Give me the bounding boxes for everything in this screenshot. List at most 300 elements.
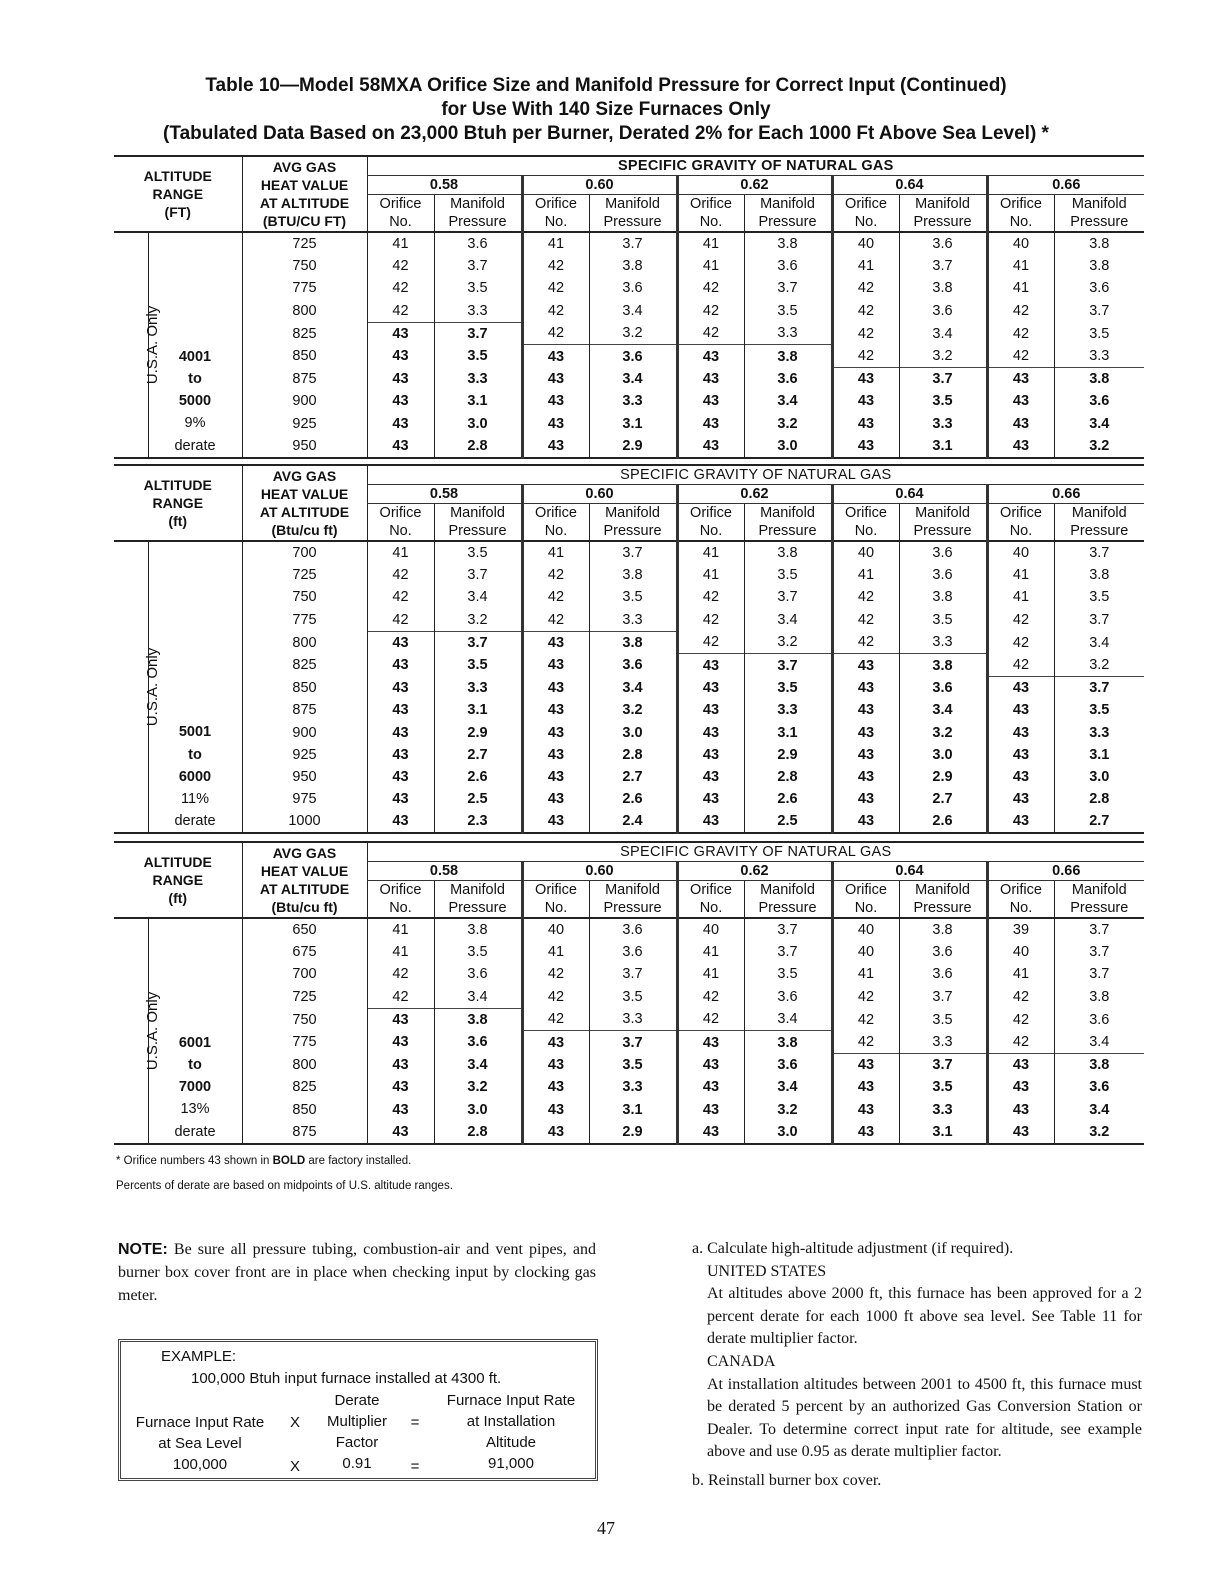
- orifice-cell: 42: [367, 564, 434, 586]
- pressure-cell: 3.7: [1054, 963, 1144, 985]
- pressure-cell: 3.1: [899, 435, 987, 458]
- orifice-cell: 42: [987, 322, 1054, 345]
- heat-value-cell: 800: [242, 300, 367, 323]
- pressure-cell: 3.1: [434, 699, 522, 721]
- country-label: U.S.A. Only: [114, 541, 148, 833]
- orifice-cell: 42: [832, 609, 899, 632]
- orifice-cell: 42: [522, 1008, 589, 1031]
- orifice-cell: 42: [832, 322, 899, 345]
- pressure-cell: 3.4: [434, 586, 522, 608]
- orifice-cell: 42: [832, 631, 899, 654]
- heat-value-cell: 825: [242, 1076, 367, 1098]
- orifice-cell: 42: [987, 345, 1054, 368]
- heat-value-cell: 975: [242, 788, 367, 810]
- table-row: [114, 609, 1144, 632]
- pressure-cell: 2.5: [744, 810, 832, 833]
- orifice-cell: 43: [987, 1054, 1054, 1077]
- orifice-cell: 42: [367, 300, 434, 323]
- example-col2: Derate Multiplier Factor 0.91: [326, 1392, 387, 1472]
- pressure-cell: 3.5: [744, 564, 832, 586]
- heat-value-cell: 925: [242, 744, 367, 766]
- orifice-cell: 41: [832, 564, 899, 586]
- table-row: [114, 1031, 1144, 1054]
- pressure-cell: 3.4: [899, 322, 987, 345]
- orifice-cell: 40: [832, 918, 899, 941]
- example-title: EXAMPLE:: [161, 1348, 237, 1365]
- pressure-cell: 3.7: [434, 564, 522, 586]
- pressure-cell: 2.6: [589, 788, 677, 810]
- pressure-cell: 2.7: [899, 788, 987, 810]
- gravity-value: 0.58: [367, 176, 522, 195]
- gravity-value: 0.66: [987, 176, 1144, 195]
- table-row: [114, 1099, 1144, 1121]
- heat-value-cell: 775: [242, 277, 367, 299]
- pressure-cell: 3.7: [899, 1054, 987, 1077]
- pressure-cell: 3.7: [744, 941, 832, 963]
- pressure-cell: 3.2: [589, 699, 677, 721]
- heat-value-cell: 775: [242, 609, 367, 632]
- heat-value-cell: 875: [242, 699, 367, 721]
- pressure-cell: 2.9: [434, 722, 522, 744]
- orifice-cell: 43: [832, 1054, 899, 1077]
- pressure-cell: 3.3: [899, 1031, 987, 1054]
- pressure-cell: 3.5: [744, 963, 832, 985]
- altitude-range-header: ALTITUDE RANGE (ft): [114, 465, 242, 541]
- pressure-cell: 3.7: [589, 541, 677, 564]
- pressure-cell: 3.1: [589, 413, 677, 435]
- pressure-cell: 3.8: [899, 918, 987, 941]
- orifice-cell: 39: [987, 918, 1054, 941]
- heat-value-cell: 725: [242, 232, 367, 255]
- orifice-cell: 40: [522, 918, 589, 941]
- pressure-cell: 3.8: [744, 345, 832, 368]
- orifice-cell: 43: [832, 413, 899, 435]
- orifice-cell: 43: [677, 1076, 744, 1098]
- canada-heading: CANADA: [707, 1352, 776, 1370]
- pressure-cell: 3.2: [744, 413, 832, 435]
- table-row: [114, 277, 1144, 299]
- pressure-cell: 3.6: [744, 986, 832, 1009]
- orifice-cell: 42: [522, 564, 589, 586]
- orifice-no-header: Orifice No.: [832, 195, 899, 233]
- orifice-cell: 43: [832, 654, 899, 677]
- table-row: [114, 1008, 1144, 1031]
- orifice-cell: 43: [677, 654, 744, 677]
- table-row: [114, 541, 1144, 564]
- specific-gravity-header: SPECIFIC GRAVITY OF NATURAL GAS: [367, 842, 1144, 862]
- orifice-cell: 43: [987, 1076, 1054, 1098]
- pressure-cell: 3.4: [434, 1054, 522, 1077]
- pressure-cell: 3.4: [744, 1076, 832, 1098]
- pressure-cell: 3.4: [1054, 631, 1144, 654]
- table-row: [114, 390, 1144, 412]
- orifice-cell: 43: [987, 722, 1054, 744]
- orifice-cell: 41: [987, 564, 1054, 586]
- step-b: b. Reinstall burner box cover.: [692, 1471, 882, 1489]
- orifice-cell: 42: [522, 300, 589, 323]
- orifice-cell: 42: [677, 277, 744, 299]
- orifice-cell: 42: [832, 1008, 899, 1031]
- pressure-cell: 3.5: [434, 541, 522, 564]
- pressure-cell: 3.0: [744, 1121, 832, 1144]
- orifice-cell: 43: [522, 390, 589, 412]
- pressure-cell: 3.5: [434, 654, 522, 677]
- pressure-cell: 3.2: [1054, 654, 1144, 677]
- orifice-cell: 43: [367, 390, 434, 412]
- pressure-cell: 3.8: [589, 631, 677, 654]
- pressure-cell: 3.4: [1054, 1099, 1144, 1121]
- pressure-cell: 3.3: [434, 300, 522, 323]
- pressure-cell: 3.5: [1054, 322, 1144, 345]
- gravity-value: 0.64: [832, 176, 987, 195]
- manifold-pressure-header: Manifold Pressure: [434, 195, 522, 233]
- heat-value-header: AVG GAS HEAT VALUE AT ALTITUDE (Btu/cu ft): [242, 842, 367, 918]
- orifice-cell: 43: [677, 788, 744, 810]
- orifice-no-header: Orifice No.: [367, 881, 434, 919]
- example-col1: Furnace Input Rate at Sea Level 100,000: [135, 1414, 265, 1473]
- orifice-cell: 43: [367, 1076, 434, 1098]
- orifice-cell: 41: [677, 564, 744, 586]
- orifice-cell: 40: [832, 541, 899, 564]
- orifice-cell: 42: [832, 345, 899, 368]
- pressure-cell: 3.3: [589, 609, 677, 632]
- pressure-cell: 3.3: [899, 631, 987, 654]
- pressure-cell: 2.9: [589, 1121, 677, 1144]
- manifold-pressure-header: Manifold Pressure: [744, 195, 832, 233]
- pressure-cell: 3.5: [589, 1054, 677, 1077]
- orifice-cell: 41: [832, 963, 899, 985]
- pressure-cell: 3.6: [744, 368, 832, 391]
- pressure-cell: 3.3: [1054, 722, 1144, 744]
- pressure-cell: 2.8: [744, 766, 832, 788]
- orifice-cell: 43: [987, 1121, 1054, 1144]
- table-row: [114, 744, 1144, 766]
- pressure-cell: 3.8: [1054, 232, 1144, 255]
- pressure-cell: 3.8: [434, 918, 522, 941]
- pressure-cell: 3.6: [899, 541, 987, 564]
- table-row: [114, 232, 1144, 255]
- orifice-cell: 41: [987, 586, 1054, 608]
- table-row: [114, 413, 1144, 435]
- specific-gravity-header: SPECIFIC GRAVITY OF NATURAL GAS: [367, 156, 1144, 176]
- pressure-cell: 3.7: [1054, 677, 1144, 700]
- orifice-cell: 43: [522, 677, 589, 700]
- table-basis: (Tabulated Data Based on 23,000 Btuh per Burner, Derated 2% for Each 1000 Ft Above Sea Level) *: [163, 123, 1049, 144]
- pressure-cell: 3.1: [744, 722, 832, 744]
- orifice-cell: 42: [832, 277, 899, 299]
- orifice-cell: 43: [367, 413, 434, 435]
- pressure-cell: 3.5: [744, 300, 832, 323]
- pressure-cell: 3.6: [899, 300, 987, 323]
- orifice-cell: 43: [367, 1031, 434, 1054]
- orifice-cell: 41: [677, 941, 744, 963]
- table-row: [114, 963, 1144, 985]
- orifice-cell: 41: [522, 232, 589, 255]
- orifice-cell: 43: [367, 1008, 434, 1031]
- pressure-cell: 3.3: [434, 368, 522, 391]
- pressure-cell: 3.4: [589, 677, 677, 700]
- pressure-cell: 3.1: [589, 1099, 677, 1121]
- step-a: a. Calculate high-altitude adjustment (if required).: [692, 1240, 1014, 1257]
- heat-value-cell: 750: [242, 586, 367, 608]
- manifold-pressure-header: Manifold Pressure: [1054, 195, 1144, 233]
- orifice-cell: 41: [367, 941, 434, 963]
- orifice-cell: 43: [677, 677, 744, 700]
- gravity-value: 0.62: [677, 862, 832, 881]
- pressure-cell: 2.5: [434, 788, 522, 810]
- heat-value-cell: 825: [242, 322, 367, 345]
- pressure-cell: 3.5: [1054, 586, 1144, 608]
- pressure-cell: 3.8: [1054, 255, 1144, 277]
- pressure-cell: 3.0: [434, 413, 522, 435]
- orifice-cell: 40: [987, 941, 1054, 963]
- orifice-cell: 43: [522, 413, 589, 435]
- pressure-cell: 3.2: [1054, 1121, 1144, 1144]
- pressure-cell: 3.5: [899, 609, 987, 632]
- heat-value-header: AVG GAS HEAT VALUE AT ALTITUDE (Btu/cu ft): [242, 465, 367, 541]
- pressure-cell: 3.7: [589, 232, 677, 255]
- pressure-cell: 3.6: [1054, 1008, 1144, 1031]
- heat-value-cell: 700: [242, 963, 367, 985]
- orifice-cell: 43: [367, 766, 434, 788]
- pressure-cell: 3.3: [589, 1008, 677, 1031]
- orifice-cell: 42: [677, 631, 744, 654]
- orifice-cell: 42: [677, 322, 744, 345]
- pressure-cell: 2.9: [744, 744, 832, 766]
- pressure-cell: 3.7: [1054, 918, 1144, 941]
- orifice-cell: 42: [367, 255, 434, 277]
- gravity-value: 0.62: [677, 485, 832, 504]
- pressure-cell: 3.2: [744, 631, 832, 654]
- specific-gravity-header: SPECIFIC GRAVITY OF NATURAL GAS: [367, 465, 1144, 485]
- pressure-cell: 3.2: [899, 345, 987, 368]
- pressure-cell: 3.5: [1054, 699, 1144, 721]
- pressure-cell: 3.1: [434, 390, 522, 412]
- orifice-cell: 43: [522, 1121, 589, 1144]
- pressure-cell: 3.5: [744, 677, 832, 700]
- pressure-cell: 3.7: [899, 986, 987, 1009]
- pressure-cell: 3.8: [1054, 986, 1144, 1009]
- pressure-cell: 3.6: [744, 1054, 832, 1077]
- orifice-cell: 43: [367, 368, 434, 391]
- pressure-cell: 3.3: [744, 699, 832, 721]
- pressure-cell: 3.6: [434, 1031, 522, 1054]
- pressure-cell: 3.6: [899, 677, 987, 700]
- orifice-cell: 42: [522, 986, 589, 1009]
- orifice-cell: 42: [987, 609, 1054, 632]
- pressure-cell: 3.6: [589, 654, 677, 677]
- pressure-cell: 3.4: [434, 986, 522, 1009]
- manifold-pressure-header: Manifold Pressure: [589, 195, 677, 233]
- pressure-cell: 2.8: [1054, 788, 1144, 810]
- orifice-cell: 43: [522, 1031, 589, 1054]
- orifice-cell: 42: [832, 300, 899, 323]
- table-row: [114, 788, 1144, 810]
- gravity-value: 0.60: [522, 176, 677, 195]
- pressure-cell: 3.4: [1054, 1031, 1144, 1054]
- orifice-cell: 42: [677, 586, 744, 608]
- us-text: At altitudes above 2000 ft, this furnace has been approved for a 2 percent derate for each 1000 ft above sea level. See Table 11 for derate multiplier factor.: [707, 1285, 1142, 1348]
- orifice-no-header: Orifice No.: [987, 881, 1054, 919]
- orifice-no-header: Orifice No.: [677, 195, 744, 233]
- orifice-cell: 43: [832, 699, 899, 721]
- orifice-cell: 43: [677, 766, 744, 788]
- orifice-no-header: Orifice No.: [832, 504, 899, 542]
- heat-value-cell: 1000: [242, 810, 367, 833]
- orifice-cell: 43: [367, 744, 434, 766]
- orifice-cell: 42: [677, 1008, 744, 1031]
- orifice-cell: 43: [832, 810, 899, 833]
- gravity-value: 0.60: [522, 485, 677, 504]
- pressure-cell: 3.6: [434, 963, 522, 985]
- pressure-cell: 3.3: [899, 413, 987, 435]
- table-row: [114, 677, 1144, 700]
- pressure-cell: 3.8: [589, 564, 677, 586]
- heat-value-cell: 725: [242, 564, 367, 586]
- pressure-cell: 3.5: [899, 1008, 987, 1031]
- heat-value-cell: 950: [242, 766, 367, 788]
- pressure-cell: 2.7: [434, 744, 522, 766]
- example-col3: Furnace Input Rate at Installation Altitude 91,000: [446, 1392, 576, 1472]
- orifice-cell: 43: [367, 788, 434, 810]
- heat-value-cell: 750: [242, 1008, 367, 1031]
- pressure-cell: 3.6: [899, 564, 987, 586]
- table-row: [114, 722, 1144, 744]
- altitude-block: [114, 155, 1144, 459]
- pressure-cell: 3.6: [589, 277, 677, 299]
- orifice-cell: 43: [367, 677, 434, 700]
- orifice-cell: 41: [367, 918, 434, 941]
- orifice-cell: 43: [367, 722, 434, 744]
- orifice-cell: 43: [367, 1121, 434, 1144]
- pressure-cell: 3.6: [589, 941, 677, 963]
- pressure-cell: 2.6: [899, 810, 987, 833]
- us-heading: UNITED STATES: [707, 1262, 827, 1280]
- pressure-cell: 3.8: [899, 277, 987, 299]
- pressure-cell: 3.8: [899, 586, 987, 608]
- orifice-cell: 41: [522, 541, 589, 564]
- pressure-cell: 3.2: [589, 322, 677, 345]
- gravity-value: 0.64: [832, 862, 987, 881]
- orifice-cell: 43: [832, 435, 899, 458]
- orifice-cell: 43: [987, 413, 1054, 435]
- pressure-cell: 2.7: [1054, 810, 1144, 833]
- pressure-cell: 3.1: [1054, 744, 1144, 766]
- orifice-cell: 43: [522, 699, 589, 721]
- orifice-cell: 42: [522, 586, 589, 608]
- orifice-cell: 43: [367, 810, 434, 833]
- heat-value-cell: 900: [242, 390, 367, 412]
- orifice-cell: 40: [987, 232, 1054, 255]
- pressure-cell: 3.2: [744, 1099, 832, 1121]
- heat-value-cell: 850: [242, 1099, 367, 1121]
- pressure-cell: 3.8: [744, 1031, 832, 1054]
- table-row: [114, 986, 1144, 1009]
- heat-value-cell: 850: [242, 677, 367, 700]
- heat-value-cell: 925: [242, 413, 367, 435]
- pressure-cell: 3.5: [434, 941, 522, 963]
- orifice-cell: 43: [677, 810, 744, 833]
- orifice-cell: 43: [987, 788, 1054, 810]
- pressure-cell: 3.1: [899, 1121, 987, 1144]
- orifice-cell: 42: [832, 986, 899, 1009]
- pressure-cell: 3.3: [744, 322, 832, 345]
- orifice-cell: 40: [832, 941, 899, 963]
- orifice-cell: 43: [987, 744, 1054, 766]
- orifice-cell: 42: [832, 586, 899, 608]
- pressure-cell: 3.4: [589, 368, 677, 391]
- gravity-value: 0.64: [832, 485, 987, 504]
- orifice-cell: 43: [522, 766, 589, 788]
- orifice-cell: 42: [987, 631, 1054, 654]
- altitude-range-header: ALTITUDE RANGE (ft): [114, 842, 242, 918]
- pressure-cell: 3.4: [744, 390, 832, 412]
- orifice-no-header: Orifice No.: [987, 195, 1054, 233]
- table-row: [114, 586, 1144, 608]
- pressure-cell: 3.8: [1054, 368, 1144, 391]
- orifice-cell: 41: [987, 963, 1054, 985]
- pressure-cell: 3.7: [744, 918, 832, 941]
- pressure-cell: 3.7: [434, 255, 522, 277]
- orifice-cell: 43: [832, 1099, 899, 1121]
- orifice-cell: 41: [677, 963, 744, 985]
- orifice-cell: 42: [987, 654, 1054, 677]
- pressure-cell: 3.2: [434, 609, 522, 632]
- pressure-cell: 3.6: [434, 232, 522, 255]
- pressure-cell: 2.7: [589, 766, 677, 788]
- manifold-pressure-header: Manifold Pressure: [899, 504, 987, 542]
- orifice-cell: 43: [677, 390, 744, 412]
- orifice-cell: 42: [832, 1031, 899, 1054]
- heat-value-cell: 900: [242, 722, 367, 744]
- orifice-cell: 43: [522, 654, 589, 677]
- pressure-cell: 3.7: [1054, 609, 1144, 632]
- pressure-cell: 3.7: [744, 277, 832, 299]
- table-row: [114, 654, 1144, 677]
- orifice-cell: 43: [522, 1054, 589, 1077]
- orifice-cell: 43: [522, 631, 589, 654]
- orifice-cell: 41: [522, 941, 589, 963]
- orifice-cell: 42: [522, 609, 589, 632]
- pressure-cell: 3.5: [434, 277, 522, 299]
- orifice-cell: 42: [367, 586, 434, 608]
- manifold-pressure-header: Manifold Pressure: [744, 504, 832, 542]
- orifice-cell: 43: [367, 631, 434, 654]
- manifold-pressure-header: Manifold Pressure: [744, 881, 832, 919]
- pressure-cell: 3.0: [744, 435, 832, 458]
- pressure-cell: 2.6: [744, 788, 832, 810]
- pressure-cell: 3.7: [899, 368, 987, 391]
- pressure-cell: 2.4: [589, 810, 677, 833]
- heat-value-cell: 675: [242, 941, 367, 963]
- orifice-cell: 43: [367, 699, 434, 721]
- pressure-cell: 3.6: [1054, 1076, 1144, 1098]
- orifice-cell: 43: [367, 345, 434, 368]
- altitude-range: 6001 to 7000 13% derate: [148, 918, 242, 1144]
- orifice-cell: 42: [522, 255, 589, 277]
- pressure-cell: 3.6: [589, 918, 677, 941]
- orifice-cell: 42: [677, 609, 744, 632]
- heat-value-header: AVG GAS HEAT VALUE AT ALTITUDE (BTU/CU FT): [242, 156, 367, 232]
- manifold-pressure-header: Manifold Pressure: [434, 504, 522, 542]
- orifice-cell: 42: [367, 609, 434, 632]
- pressure-cell: 3.3: [589, 1076, 677, 1098]
- pressure-cell: 3.6: [899, 232, 987, 255]
- pressure-cell: 3.0: [434, 1099, 522, 1121]
- orifice-cell: 42: [367, 986, 434, 1009]
- orifice-cell: 43: [677, 435, 744, 458]
- pressure-cell: 2.9: [589, 435, 677, 458]
